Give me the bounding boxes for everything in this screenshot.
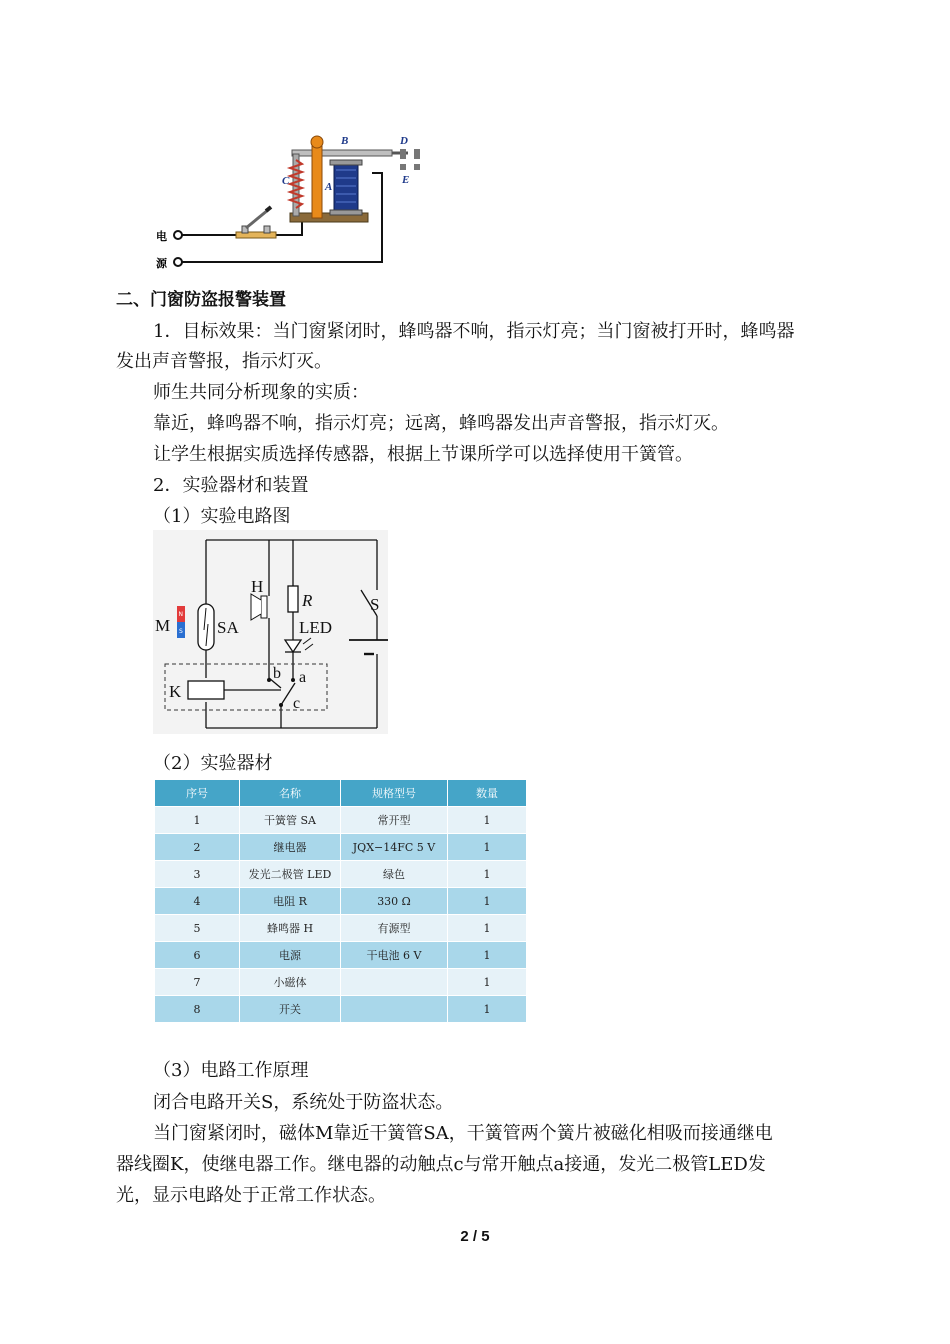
paragraph-switch: 闭合电路开关S，系统处于防盗状态。: [153, 1092, 454, 1113]
table-cell: 6: [155, 942, 240, 969]
table-cell: 5: [155, 915, 240, 942]
table-cell: 发光二极管 LED: [240, 861, 341, 888]
table-cell: 有源型: [341, 915, 448, 942]
table-cell: [341, 969, 448, 996]
paragraph-analysis: 师生共同分析现象的实质：: [153, 382, 369, 403]
relay-label-e: E: [402, 174, 410, 186]
table-cell: 1: [448, 996, 527, 1023]
magnet-n-label: N: [178, 611, 183, 618]
paragraph-principle-line3: 光，显示电路处于正常工作状态。: [116, 1185, 386, 1206]
circuit-label-b: b: [273, 665, 281, 682]
circuit-diagram: [153, 530, 388, 734]
table-cell: 干簧管 SA: [240, 807, 341, 834]
circuit-label-s: S: [370, 595, 380, 614]
subheading-principle: （3）电路工作原理: [153, 1060, 309, 1081]
table-cell: [341, 996, 448, 1023]
table-cell: 8: [155, 996, 240, 1023]
header-cell: 规格型号: [341, 780, 448, 807]
paragraph-principle-line1: 当门窗紧闭时，磁体M靠近干簧管SA，干簧管两个簧片被磁化相吸而接通继电: [153, 1123, 773, 1144]
paragraph-goal-line1: 1．目标效果：当门窗紧闭时，蜂鸣器不响，指示灯亮；当门窗被打开时，蜂鸣器: [153, 321, 795, 342]
relay-label-b: B: [341, 135, 349, 147]
relay-label-a: A: [325, 181, 333, 193]
table-cell: 电源: [240, 942, 341, 969]
header-cell: 名称: [240, 780, 341, 807]
table-cell: 4: [155, 888, 240, 915]
relay-figure: [150, 128, 430, 270]
page-number: 2 / 5: [460, 1228, 490, 1245]
table-cell: 开关: [240, 996, 341, 1023]
section-heading: 二、门窗防盗报警装置: [116, 290, 286, 310]
table-cell: JQX−14FC 5 V: [341, 834, 448, 861]
circuit-label-h: H: [251, 577, 264, 596]
table-row: [155, 888, 527, 915]
table-cell: 绿色: [341, 861, 448, 888]
circuit-label-a: a: [299, 669, 307, 686]
paragraph-goal-line2: 发出声音警报，指示灯灭。: [116, 351, 332, 372]
table-cell: 2: [155, 834, 240, 861]
paragraph-equipment-heading: 2．实验器材和装置: [153, 475, 309, 496]
relay-label-c: C: [282, 175, 290, 187]
table-cell: 1: [448, 861, 527, 888]
header-cell: 序号: [155, 780, 240, 807]
subheading-equipment: （2）实验器材: [153, 753, 273, 774]
table-cell: 1: [448, 942, 527, 969]
subheading-circuit: （1）实验电路图: [153, 506, 291, 527]
table-cell: 3: [155, 861, 240, 888]
circuit-label-led: LED: [299, 618, 333, 637]
circuit-label-r: R: [302, 591, 313, 610]
table-cell: 小磁体: [240, 969, 341, 996]
magnet-s-label: S: [179, 628, 183, 635]
circuit-label-sa: SA: [217, 618, 239, 637]
table-cell: 7: [155, 969, 240, 996]
table-cell: 1: [448, 834, 527, 861]
relay-label-d: D: [400, 135, 408, 147]
table-row: [155, 834, 527, 861]
table-row: [155, 996, 527, 1023]
table-cell: 蜂鸣器 H: [240, 915, 341, 942]
paragraph-principle-line2: 器线圈K，使继电器工作。继电器的动触点c与常开触点a接通，发光二极管LED发: [116, 1154, 766, 1175]
table-row: [155, 969, 527, 996]
table-row: [155, 915, 527, 942]
header-cell: 数量: [448, 780, 527, 807]
table-row: [155, 861, 527, 888]
power-label-bottom: 源: [156, 257, 167, 270]
table-cell: 电阻 R: [240, 888, 341, 915]
table-cell: 330 Ω: [341, 888, 448, 915]
power-label-top: 电: [156, 230, 167, 243]
circuit-label-m: M: [155, 616, 171, 635]
table-cell: 常开型: [341, 807, 448, 834]
paragraph-sensor: 让学生根据实质选择传感器，根据上节课所学可以选择使用干簧管。: [153, 444, 693, 465]
table-cell: 1: [448, 888, 527, 915]
paragraph-essence: 靠近，蜂鸣器不响，指示灯亮；远离，蜂鸣器发出声音警报，指示灯灭。: [153, 413, 729, 434]
table-cell: 干电池 6 V: [341, 942, 448, 969]
table-cell: 1: [448, 969, 527, 996]
table-cell: 1: [448, 915, 527, 942]
circuit-label-c: c: [293, 695, 301, 712]
table-row: [155, 807, 527, 834]
table-cell: 1: [155, 807, 240, 834]
circuit-label-k: K: [169, 682, 182, 701]
table-cell: 1: [448, 807, 527, 834]
table-cell: 继电器: [240, 834, 341, 861]
table-row: [155, 942, 527, 969]
equipment-table: [154, 779, 527, 1023]
table-header-row: [155, 780, 527, 807]
